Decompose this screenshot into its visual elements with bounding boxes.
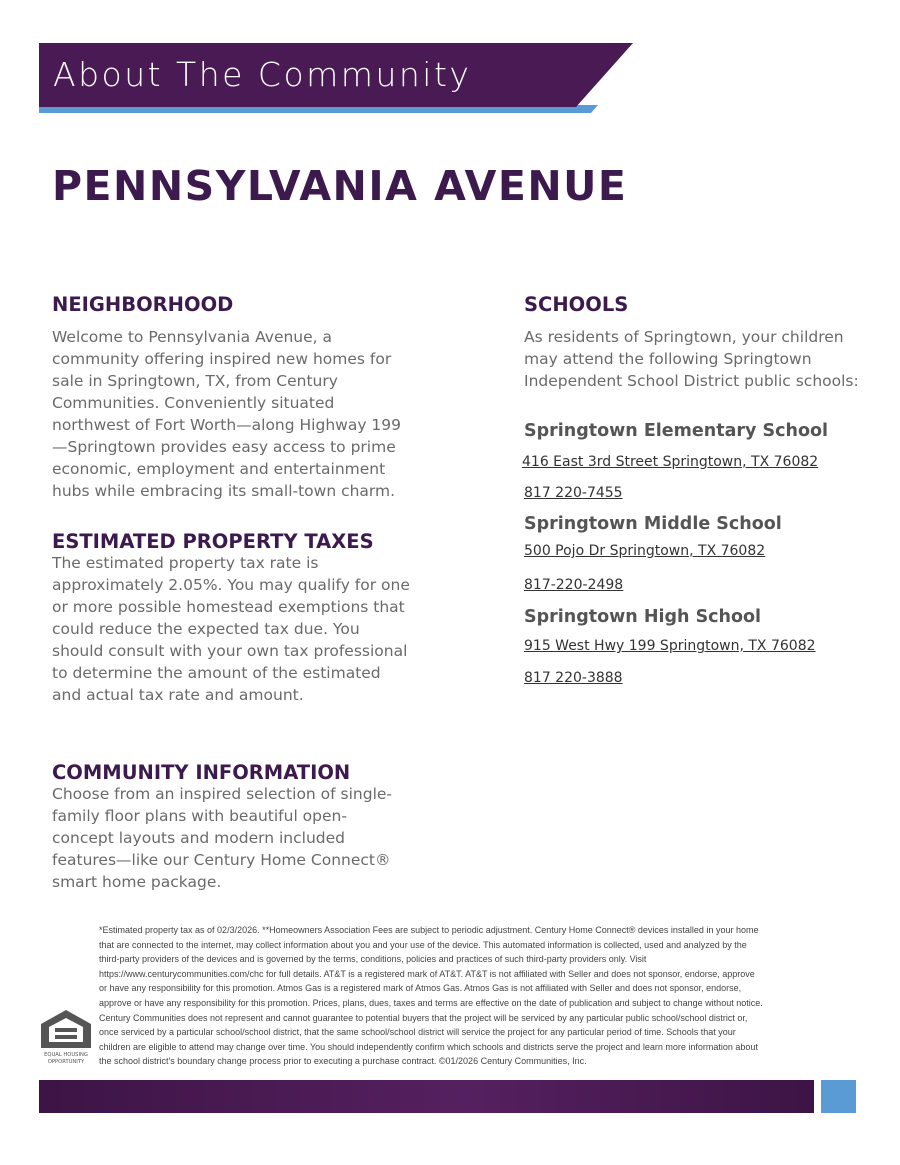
neighborhood-heading: NEIGHBORHOOD [52,293,234,316]
disclaimer-line: once serviced by a particular school/school district, that the same school/school district will service the project for any particular period of time. Schools that your [99,1027,736,1038]
taxes-text [52,552,410,706]
text-line: Independent School District public schools: [524,372,859,390]
text-line: sale in Springtown, TX, from Century [52,372,338,390]
school-name-high: Springtown High School [524,607,762,627]
school-address-link[interactable]: 500 Pojo Dr Springtown, TX 76082 [524,543,766,559]
text-line: features—like our Century Home Connect® [52,851,391,869]
footer-accent-square [821,1080,856,1113]
community-text [52,783,392,893]
disclaimer-line: or have any responsibility for this promotion. Atmos Gas is a registered mark of Atmos Gas. Atmos Gas is not affiliated with Seller and does not sponsor, endorse, [99,983,742,994]
text-line: Welcome to Pennsylvania Avenue, a [52,328,333,346]
text-line: should consult with your own tax professional [52,642,408,660]
school-address-link[interactable]: 416 East 3rd Street Springtown, TX 76082 [522,454,819,470]
disclaimer-line: https://www.centurycommunities.com/chc for full details. AT&T is a registered mark of AT&T. AT&T is not affiliated with Seller and does not sponsor, endorse, approve [99,968,755,979]
school-address-link[interactable]: 915 West Hwy 199 Springtown, TX 76082 [524,638,816,654]
header-banner [39,43,633,113]
equal-housing-logo [40,1008,92,1068]
school-name-elementary: Springtown Elementary School [524,421,829,441]
svg-text:EQUAL HOUSING: EQUAL HOUSING [44,1052,88,1058]
text-line: concept layouts and modern included [52,829,345,847]
schools-heading: SCHOOLS [524,293,629,316]
disclaimer-line: children are eligible to attend may change over time. You should independently confirm which schools and districts serve the project and learn more information about [99,1041,758,1052]
text-line: As residents of Springtown, your children [524,328,844,346]
neighborhood-text [52,326,401,502]
banner-title: About The Community [53,55,472,94]
footer-bar [39,1080,814,1113]
school-phone-link[interactable]: 817-220-2498 [524,577,624,593]
disclaimer-line: approve or have any responsibility for this promotion. Prices, plans, dues, taxes and terms are effective on the date of publication and subject to change without notice. [99,997,763,1008]
disclaimer-line: third-party providers of the devices and is governed by the terms, conditions, policies and practices of such third-party providers only. Visit [99,954,647,965]
disclaimer-line: the school district's boundary change process prior to executing a purchase contract. ©01/2026 Century Communities, Inc. [99,1056,587,1067]
house-icon [40,1008,92,1068]
text-line: northwest of Fort Worth—along Highway 199 [52,416,401,434]
text-line: and actual tax rate and amount. [52,686,304,704]
text-line: to determine the amount of the estimated [52,664,381,682]
text-line: —Springtown provides easy access to prime [52,438,396,456]
text-line: economic, employment and entertainment [52,460,386,478]
school-phone-link[interactable]: 817 220-7455 [524,485,623,501]
community-heading: COMMUNITY INFORMATION [52,761,351,784]
text-line: approximately 2.05%. You may qualify for one [52,576,410,594]
schools-intro [524,326,859,392]
text-line: hubs while embracing its small-town charm. [52,482,396,500]
school-name-middle: Springtown Middle School [524,514,782,534]
disclaimer-text [99,923,851,1069]
text-line: or more possible homestead exemptions that [52,598,405,616]
page-title: PENNSYLVANIA AVENUE [52,162,628,210]
disclaimer-line: Century Communities does not represent and cannot guarantee to potential buyers that the project will be serviced by any particular public school/school district or, [99,1012,748,1023]
disclaimer-line: *Estimated property tax as of 02/3/2026. **Homeowners Association Fees are subject to periodic adjustment. Century Home Connect® devices installed in your home [99,925,759,935]
disclaimer-line: that are connected to the internet, may collect information about you and your use of the device. This automated information is collected, used and analyzed by the [99,939,747,950]
school-phone-link[interactable]: 817 220-3888 [524,670,623,686]
text-line: could reduce the expected tax due. You [52,620,360,638]
text-line: may attend the following Springtown [524,350,812,368]
text-line: smart home package. [52,873,222,891]
svg-text:OPPORTUNITY: OPPORTUNITY [47,1059,85,1065]
taxes-heading: ESTIMATED PROPERTY TAXES [52,530,374,553]
text-line: The estimated property tax rate is [52,554,319,572]
text-line: Choose from an inspired selection of single- [52,785,393,803]
text-line: Communities. Conveniently situated [52,394,335,412]
text-line: community offering inspired new homes for [52,350,392,368]
text-line: family floor plans with beautiful open- [52,807,347,825]
